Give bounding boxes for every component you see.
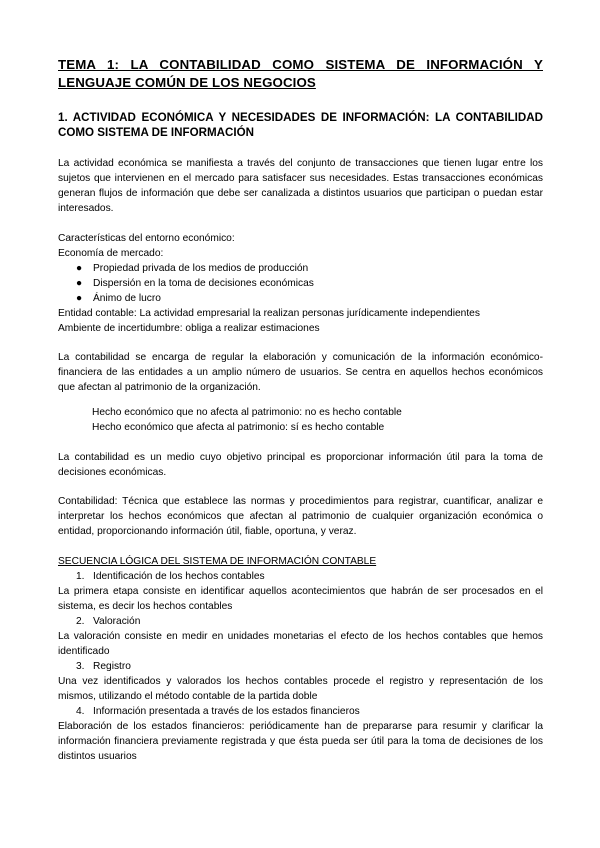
step-heading: 4. Información presentada a través de los estados financieros — [76, 705, 360, 717]
step-heading: 1. Identificación de los hechos contables — [76, 570, 265, 582]
paragraph-definicion: Contabilidad: Técnica que establece las normas y procedimientos para registrar, cuantificar, analizar e interpretar los hechos económicos que afectan al patrimonio de cualquier organización económica o entidad, proporcionando información útil, fiable, oportuna, y veraz. — [58, 496, 543, 537]
step-text: Una vez identificados y valorados los hechos contables procede el registro y representación de los mismos, utilizando el método contable de la partida doble — [58, 675, 543, 702]
entorno-label: Características del entorno económico: — [58, 232, 235, 244]
page-title: TEMA 1: LA CONTABILIDAD COMO SISTEMA DE INFORMACIÓN Y LENGUAJE COMÚN DE LOS NEGOCIOS — [58, 57, 543, 90]
hecho-no-contable: Hecho económico que no afecta al patrimonio: no es hecho contable — [92, 407, 402, 418]
paragraph-actividad: La actividad económica se manifiesta a través del conjunto de transacciones que tienen lugar entre los sujetos que intervienen en el mercado para satisfacer sus necesidades. Estas transacciones económicas generan flujos de información que debe ser canalizada a distintos usuarios que participan o puedan estar interesados. — [58, 158, 543, 214]
paragraph-contabilidad-regula: La contabilidad se encarga de regular la elaboración y comunicación de la información económico-financiera de las entidades a un amplio número de usuarios. Se centra en aquellos hechos económicos que afectan al patrimonio de la organización. — [58, 352, 543, 393]
section-heading-1: 1. ACTIVIDAD ECONÓMICA Y NECESIDADES DE INFORMACIÓN: LA CONTABILIDAD COMO SISTEMA DE INFORMACIÓN — [58, 111, 543, 139]
economia-label: Economía de mercado: — [58, 247, 164, 259]
bullet-icon: ● — [76, 262, 83, 274]
step-text: Elaboración de los estados financieros: periódicamente han de prepararse para resumir y clarificar la información financiera previamente registrada y que ésta pueda ser útil para la toma de decisiones de los distintos usuarios — [58, 720, 543, 762]
list-item: ● Ánimo de lucro — [76, 292, 161, 304]
step-heading: 2. Valoración — [76, 615, 141, 627]
step-heading: 3. Registro — [76, 660, 131, 672]
step-text: La primera etapa consiste en identificar aquellos acontecimientos que habrán de ser procesados en el sistema, es decir los hechos contables — [58, 585, 543, 612]
list-item: ● Dispersión en la toma de decisiones económicas — [76, 277, 314, 289]
hecho-contable: Hecho económico que afecta al patrimonio: sí es hecho contable — [92, 422, 385, 433]
ambiente-line: Ambiente de incertidumbre: obliga a realizar estimaciones — [58, 322, 320, 334]
entidad-contable-line: Entidad contable: La actividad empresarial la realizan personas jurídicamente independientes — [58, 307, 480, 319]
paragraph-objetivo: La contabilidad es un medio cuyo objetivo principal es proporcionar información útil para la toma de decisiones económicas. — [58, 451, 543, 478]
bullet-icon: ● — [76, 277, 83, 289]
bullet-icon: ● — [76, 292, 83, 304]
secuencia-title: SECUENCIA LÓGICA DEL SISTEMA DE INFORMACIÓN CONTABLE — [58, 555, 377, 567]
list-item: ● Propiedad privada de los medios de producción — [76, 262, 309, 274]
economia-bullet-list — [58, 261, 543, 306]
step-text: La valoración consiste en medir en unidades monetarias el efecto de los hechos contables que hemos identificado — [58, 630, 543, 657]
